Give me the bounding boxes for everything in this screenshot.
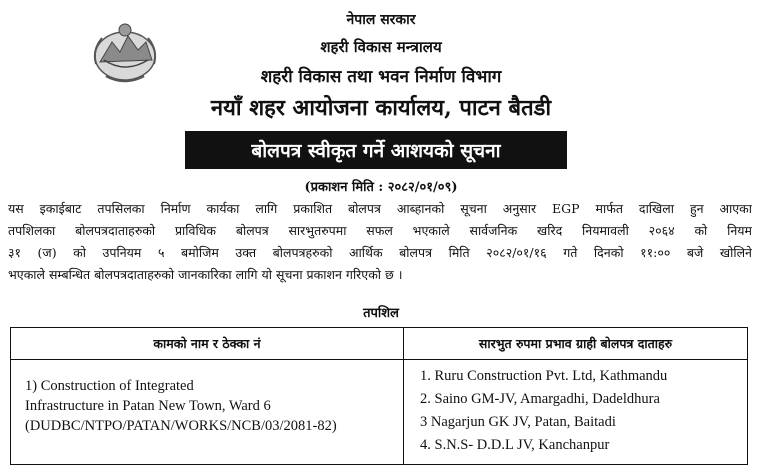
ministry-name: शहरी विकास मन्त्रालय (320, 38, 442, 56)
bidder-list (420, 365, 740, 457)
bid-table (10, 327, 748, 465)
bidder-item: 4. S.N.S- D.D.L JV, Kanchanpur (420, 437, 610, 453)
department-name: शहरी विकास तथा भवन निर्माण विभाग (260, 67, 502, 87)
bidder-item: 1. Ruru Construction Pvt. Ltd, Kathmandu (420, 368, 668, 384)
work-line: 1) Construction of Integrated (25, 378, 194, 394)
table-caption: तपशिल (363, 306, 399, 321)
work-column-header: कामको नाम र ठेक्का नं (153, 336, 261, 351)
notice-body-line: भएकाले सम्बन्धित बोलपत्रदाताहरुको जानकारिका लागि यो सूचना प्रकाशन गरिएको छ । (8, 267, 403, 282)
notice-body (8, 198, 752, 286)
notice-body-line: तपशिलका बोलपत्रदाताहरुको प्राविधिक बोलपत्र सारभुतरुपमा सफल भएकाले सार्वजनिक खरिद नियमावली २०६४ को नियम (8, 223, 752, 238)
work-description (25, 376, 395, 436)
publication-date: (प्रकाशन मिति : २०८२/०१/०९) (304, 180, 458, 195)
work-line: Infrastructure in Patan New Town, Ward 6 (25, 398, 271, 414)
work-line: (DUDBC/NTPO/PATAN/WORKS/NCB/03/2081-82) (25, 418, 337, 434)
notice-body-line: यस इकाईबाट तपसिलका निर्माण कार्यका लागि प्रकाशित बोलपत्र आब्हानको सूचना अनुसार EGP मार्फत दाखिला हुन आएका (8, 201, 752, 216)
notice-title: बोलपत्र स्वीकृत गर्ने आशयको सूचना (251, 140, 501, 162)
government-name: नेपाल सरकार (346, 12, 416, 28)
notice-body-line: ३१ (ज) को उपनियम ५ बमोजिम उक्त बोलपत्रहरुको आर्थिक बोलपत्र मिति २०८२/०१/१६ गते दिनको ११:०० बजे खोलिने (8, 245, 752, 260)
bidder-item: 3 Nagarjun GK JV, Patan, Baitadi (420, 414, 616, 430)
notice-title-banner (185, 131, 567, 169)
bidders-column-header: सारभुत रुपमा प्रभाव ग्राही बोलपत्र दाताहरु (478, 336, 673, 351)
office-name: नयाँ शहर आयोजना कार्यालय, पाटन बैतडी (210, 95, 552, 121)
bidder-item: 2. Saino GM-JV, Amargadhi, Dadeldhura (420, 391, 660, 407)
